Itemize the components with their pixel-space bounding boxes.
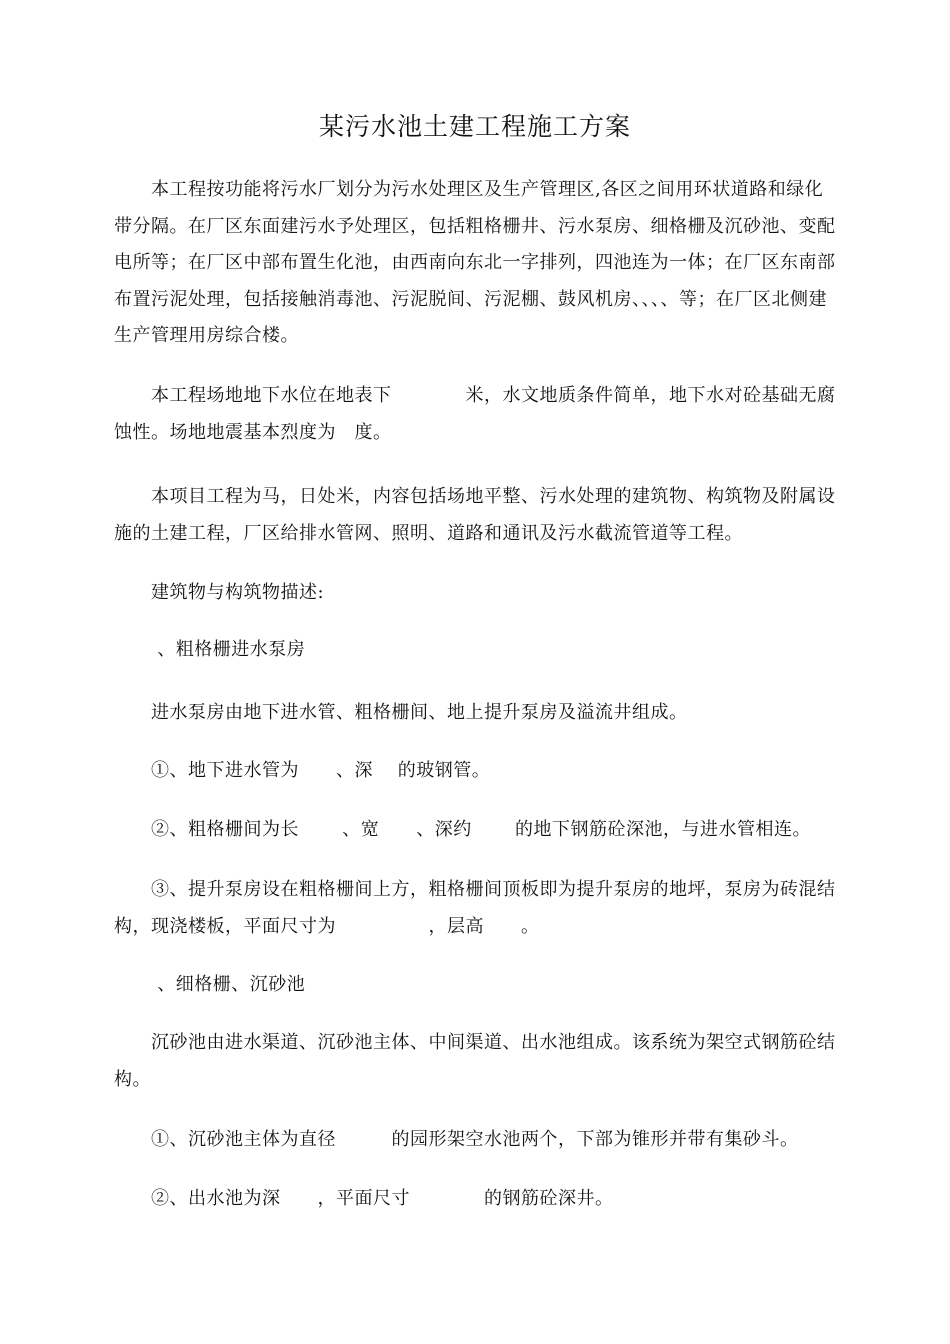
document-title: 某污水池土建工程施工方案 — [318, 112, 631, 141]
paragraph-project-scope: 本项目工程为马，日处米，内容包括场地平整、污水处理的建筑物、构筑物及附属设施的土建工程，厂区给排水管网、照明、道路和通讯及污水截流管道等工程。 — [114, 486, 836, 544]
list-item-coarse-screen: ②、粗格栅间为长 、宽 、深约 的地下钢筋砼深池，与进水管相连。 — [151, 819, 811, 840]
paragraph-grit-chamber: 沉砂池由进水渠道、沉砂池主体、中间渠道、出水池组成。该系统为架空式钢筋砼结构。 — [114, 1032, 836, 1090]
subsection-heading-coarse-screen-pump: 、粗格栅进水泵房 — [151, 639, 306, 660]
list-item-grit-main: ①、沉砂池主体为直径 的园形架空水池两个，下部为锥形并带有集砂斗。 — [151, 1129, 799, 1150]
list-item-outlet-pool: ②、出水池为深 ，平面尺寸 的钢筋砼深井。 — [151, 1188, 614, 1209]
paragraph-groundwater: 本工程场地地下水位在地表下 米，水文地质条件简单，地下水对砼基础无腐蚀性。场地地震基本烈度为 度。 — [114, 385, 836, 443]
paragraph-pump-house: 进水泵房由地下进水管、粗格栅间、地上提升泵房及溢流井组成。 — [151, 702, 688, 723]
section-heading-description: 建筑物与构筑物描述: — [151, 582, 325, 603]
subsection-heading-fine-screen: 、细格栅、沉砂池 — [151, 974, 306, 995]
list-item-lift-pump-house: ③、提升泵房设在粗格栅间上方，粗格栅间顶板即为提升泵房的地坪，泵房为砖混结构，现浇楼板，平面尺寸为 ，层高 。 — [114, 879, 836, 937]
paragraph-overview: 本工程按功能将污水厂划分为污水处理区及生产管理区,各区之间用环状道路和绿化带分隔。在厂区东面建污水予处理区，包括粗格栅井、污水泵房、细格栅及沉砂池、变配电所等；在厂区中部布置生化池，由西南向东北一字排列，四池连为一体；在厂区东南部布置污泥处理，包括接触消毒池、污泥脱间、污泥棚、鼓风机房、、、、等；在厂区北侧建生产管理用房综合楼。 — [114, 179, 836, 346]
list-item-inlet-pipe: ①、地下进水管为 、深 的玻钢管。 — [151, 760, 491, 781]
